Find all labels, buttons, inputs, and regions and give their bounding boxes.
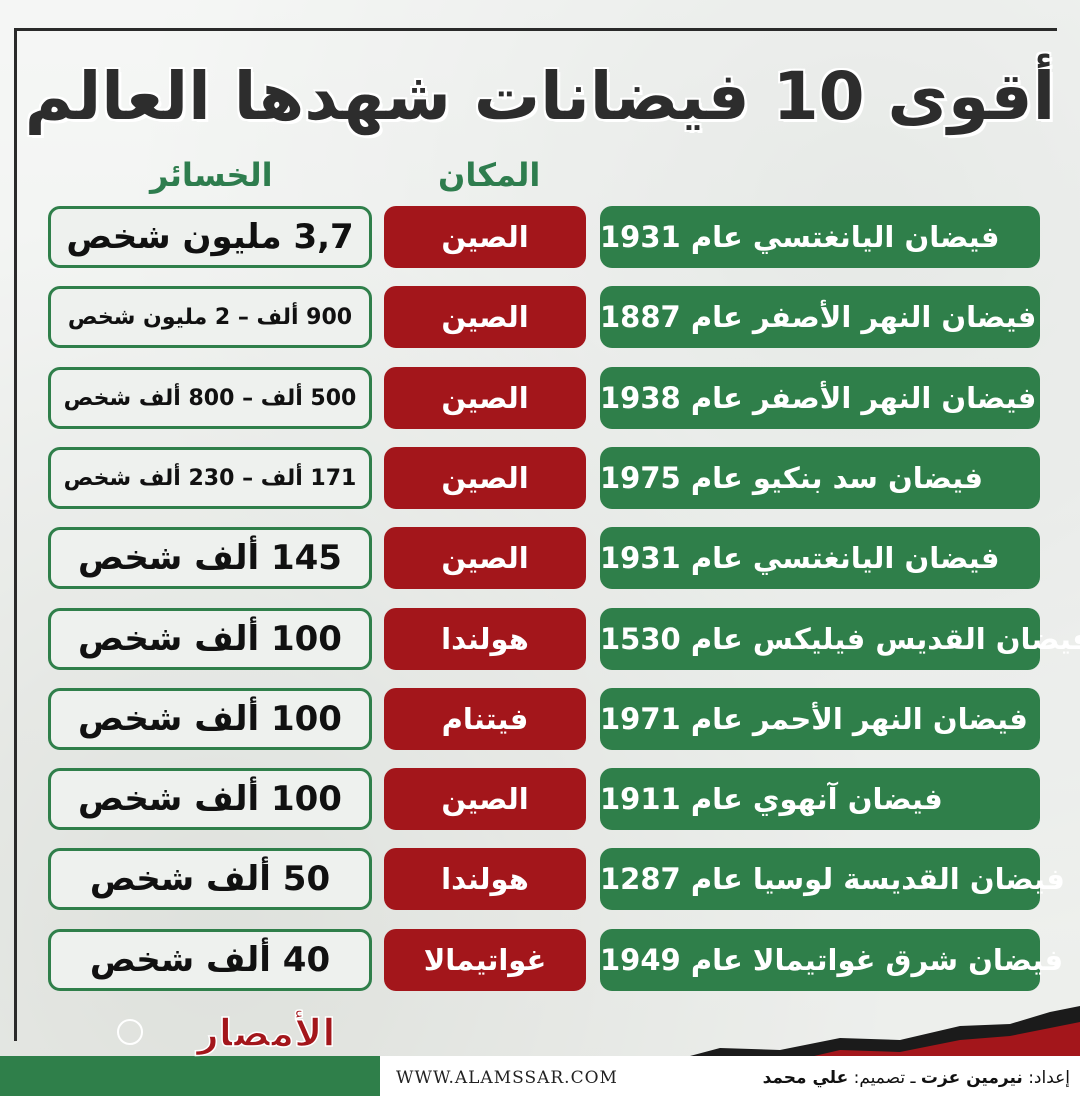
table-row [0, 608, 1091, 672]
flood-losses: 100 ألف شخص [48, 608, 372, 670]
table-row [0, 929, 1080, 993]
flood-losses: 900 ألف – 2 مليون شخص [48, 286, 372, 348]
flood-losses: 50 ألف شخص [48, 848, 372, 910]
table-row [0, 286, 1080, 350]
table-row [0, 367, 1080, 431]
flood-losses: 100 ألف شخص [48, 768, 372, 830]
website-url: WWW.ALAMSSAR.COM [396, 1068, 618, 1088]
flood-name: فيضان القديسة لوسيا عام 1287 [600, 848, 1040, 910]
flood-name: فيضان شرق غواتيمالا عام 1949 [600, 929, 1040, 991]
flood-losses: 145 ألف شخص [48, 527, 372, 589]
flood-place: غواتيمالا [384, 929, 586, 991]
table-row [0, 768, 1080, 832]
flood-place: الصين [384, 527, 586, 589]
table-row [0, 447, 1080, 511]
prep-label: إعداد: [1028, 1068, 1070, 1088]
flood-place: الصين [384, 286, 586, 348]
flood-name: فيضان النهر الأصفر عام 1938 [600, 367, 1040, 429]
flood-name: فيضان القديس فيليكس عام 1530 [600, 608, 1040, 670]
flood-place: فيتنام [384, 688, 586, 750]
flood-place: هولندا [384, 848, 586, 910]
footer-green-strip [0, 1056, 380, 1096]
design-label: تصميم: [853, 1068, 906, 1088]
flood-place: الصين [384, 447, 586, 509]
table-row [0, 688, 1080, 752]
flood-losses: 40 ألف شخص [48, 929, 372, 991]
flood-losses: 100 ألف شخص [48, 688, 372, 750]
credits: إعداد: نيرمين عزت ـ تصميم: علي محمد [762, 1068, 1070, 1088]
flood-place: الصين [384, 367, 586, 429]
table-row [0, 527, 1080, 591]
page-title: أقوى 10 فيضانات شهدها العالم [24, 58, 1056, 135]
flood-losses: 500 ألف – 800 ألف شخص [48, 367, 372, 429]
logo-text: الأمصار [197, 1011, 336, 1055]
alamssar-logo [52, 1006, 336, 1056]
flood-losses: 3,7 مليون شخص [48, 206, 372, 268]
flood-name: فيضان اليانغتسي عام 1931 [600, 206, 1040, 268]
flood-name: فيضان اليانغتسي عام 1931 [600, 527, 1040, 589]
header-loss: الخسائر [150, 156, 273, 194]
flood-losses: 171 ألف – 230 ألف شخص [48, 447, 372, 509]
flood-place: الصين [384, 768, 586, 830]
flood-name: فيضان آنهوي عام 1911 [600, 768, 1040, 830]
flood-place: هولندا [384, 608, 586, 670]
header-place: المكان [438, 156, 541, 194]
prep-name: نيرمين عزت [920, 1068, 1023, 1088]
table-row [0, 848, 1080, 912]
design-name: علي محمد [762, 1068, 849, 1088]
flood-place: الصين [384, 206, 586, 268]
table-row [0, 206, 1080, 270]
flood-name: فيضان النهر الأحمر عام 1971 [600, 688, 1040, 750]
flood-name: فيضان النهر الأصفر عام 1887 [600, 286, 1040, 348]
flood-name: فيضان سد بنكيو عام 1975 [600, 447, 1040, 509]
